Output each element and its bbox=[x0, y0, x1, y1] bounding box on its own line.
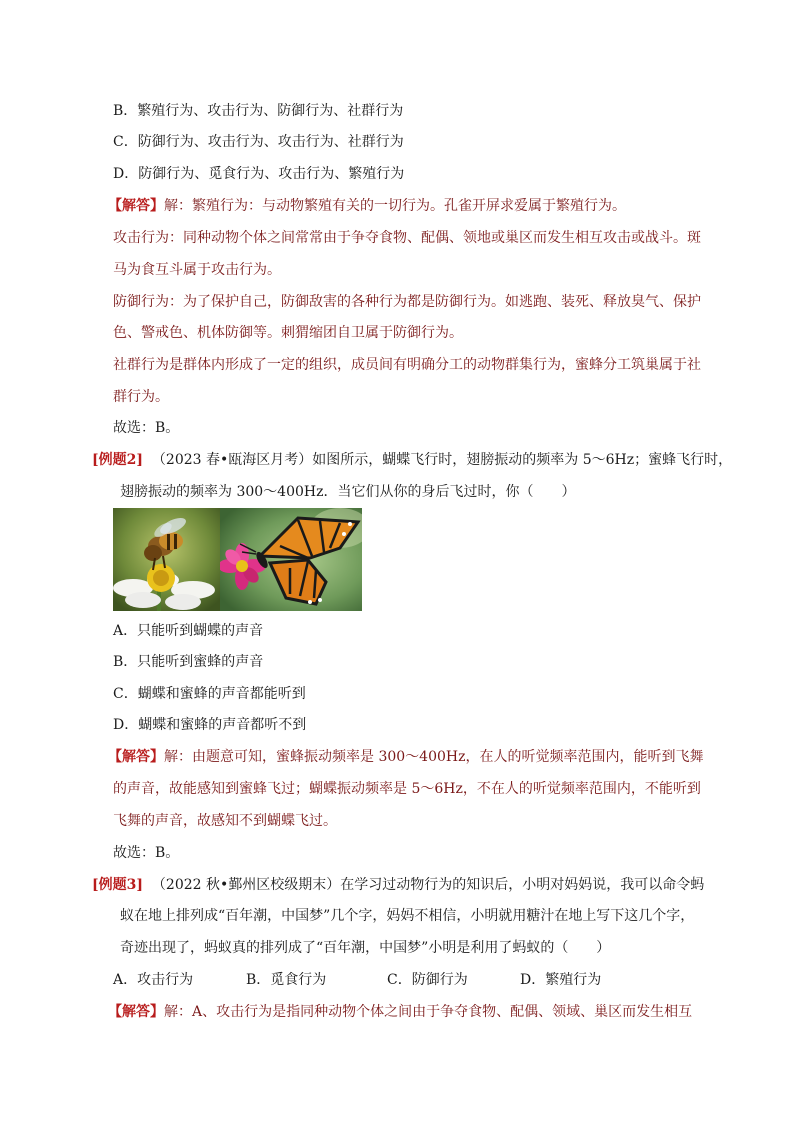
answer-line: 马为食互斗属于攻击行为。 bbox=[113, 262, 281, 278]
answer-choice: 故选：B。 bbox=[113, 420, 180, 436]
example-2-stem bbox=[92, 450, 732, 470]
question-text-continued: 翅膀振动的频率为 300～400Hz．当它们从你的身后飞过时，你（ ） bbox=[120, 484, 576, 500]
answer-block-3 bbox=[108, 1002, 692, 1022]
answer-line: 群行为。 bbox=[113, 389, 169, 405]
option-d: D．繁殖行为 bbox=[520, 972, 602, 988]
answer-line: 飞舞的声音，故感知不到蝴蝶飞过。 bbox=[113, 813, 337, 829]
answer-tag: 【解答】 bbox=[108, 198, 164, 214]
answer-tag: 【解答】 bbox=[108, 1004, 164, 1020]
answer-line: 防御行为：为了保护自己，防御敌害的各种行为都是防御行为。如逃跑、装死、释放臭气、保护 bbox=[113, 294, 701, 310]
option-a: A．攻击行为 bbox=[113, 972, 194, 988]
answer-line: 色、警戒色、机体防御等。刺猬缩团自卫属于防御行为。 bbox=[113, 325, 463, 341]
answer-line: 攻击行为：同种动物个体之间常常由于争夺食物、配偶、领地或巢区而发生相互攻击或战斗。斑 bbox=[113, 230, 701, 246]
answer-block-2 bbox=[108, 747, 703, 767]
butterfly-on-flower-photo bbox=[220, 508, 362, 611]
question-text: （2022 秋•鄞州区校级期末）在学习过动物行为的知识后，小明对妈妈说，我可以命令蚂 bbox=[151, 877, 705, 893]
example-label: [例题3] bbox=[92, 877, 143, 893]
option-c: C．防御行为、攻击行为、攻击行为、社群行为 bbox=[113, 134, 404, 150]
answer-choice: 故选：B。 bbox=[113, 845, 180, 861]
answer-line: 的声音，故能感知到蜜蜂飞过；蝴蝶振动频率是 5～6Hz，不在人的听觉频率范围内，不能听到 bbox=[113, 781, 701, 797]
question-text-continued: 奇迹出现了，蚂蚁真的排列成了“百年潮，中国梦”小明是利用了蚂蚁的（ ） bbox=[120, 940, 611, 956]
answer-line: 解：A、攻击行为是指同种动物个体之间由于争夺食物、配偶、领域、巢区而发生相互 bbox=[164, 1004, 693, 1020]
option-c: C．防御行为 bbox=[387, 972, 468, 988]
option-c: C．蝴蝶和蜜蜂的声音都能听到 bbox=[113, 686, 306, 702]
question-text: （2023 春•瓯海区月考）如图所示，蝴蝶飞行时，翅膀振动的频率为 5～6Hz；蜜蜂飞行时， bbox=[151, 452, 733, 468]
option-d: D．蝴蝶和蜜蜂的声音都听不到 bbox=[113, 717, 307, 733]
answer-block-1 bbox=[108, 196, 626, 216]
option-b: B．只能听到蜜蜂的声音 bbox=[113, 654, 264, 670]
answer-line: 解：繁殖行为：与动物繁殖有关的一切行为。孔雀开屏求爱属于繁殖行为。 bbox=[164, 198, 626, 214]
option-b: B．繁殖行为、攻击行为、防御行为、社群行为 bbox=[113, 103, 404, 119]
option-d: D．防御行为、觅食行为、攻击行为、繁殖行为 bbox=[113, 166, 405, 182]
answer-tag: 【解答】 bbox=[108, 749, 164, 765]
example-label: [例题2] bbox=[92, 452, 143, 468]
example-3-stem bbox=[92, 875, 704, 895]
bee-on-flower-photo bbox=[113, 508, 220, 611]
option-a: A．只能听到蝴蝶的声音 bbox=[113, 623, 264, 639]
answer-line: 解：由题意可知，蜜蜂振动频率是 300～400Hz，在人的听觉频率范围内，能听到飞舞 bbox=[164, 749, 704, 765]
answer-line: 社群行为是群体内形成了一定的组织，成员间有明确分工的动物群集行为，蜜蜂分工筑巢属于社 bbox=[113, 357, 701, 373]
question-text-continued: 蚁在地上排列成“百年潮，中国梦”几个字，妈妈不相信，小明就用糖汁在地上写下这几个字， bbox=[120, 908, 695, 924]
option-b: B．觅食行为 bbox=[246, 972, 327, 988]
